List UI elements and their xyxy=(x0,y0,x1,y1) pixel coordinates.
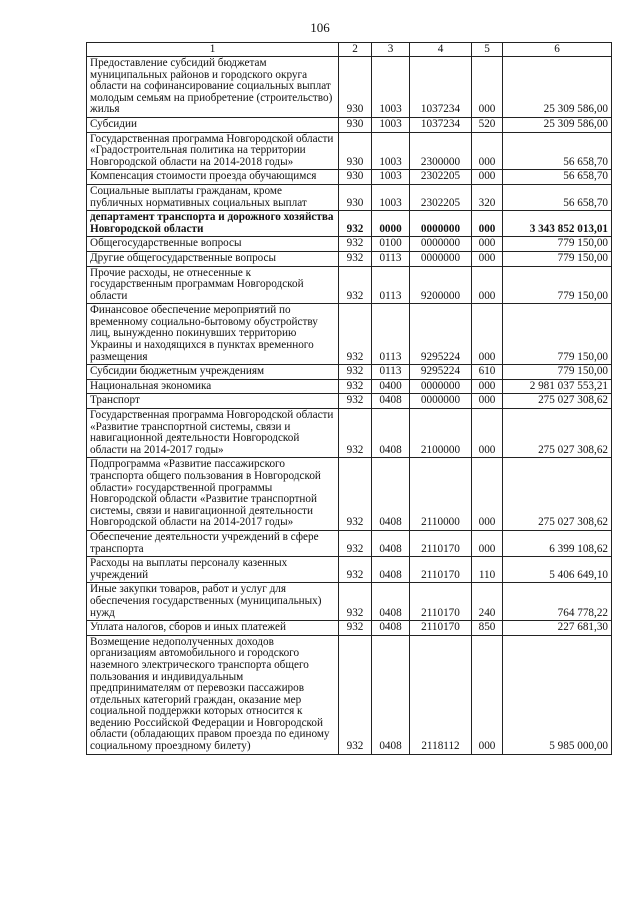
table-row xyxy=(87,237,612,252)
row-section-code-cell: 0113 xyxy=(372,304,410,365)
row-name-cell: Прочие расходы, не отнесенные к государственным программам Новгородской области xyxy=(87,266,339,304)
row-admin-code-cell: 932 xyxy=(339,458,372,531)
row-expense-type-cell: 000 xyxy=(472,57,503,118)
row-expense-type-cell: 000 xyxy=(472,458,503,531)
row-admin-code-cell: 932 xyxy=(339,621,372,636)
row-admin-code-cell: 932 xyxy=(339,394,372,409)
row-admin-code-cell: 932 xyxy=(339,266,372,304)
row-name-cell: Расходы на выплаты персоналу казенных учреждений xyxy=(87,557,339,583)
header-col-4: 4 xyxy=(410,43,472,57)
row-target-code-cell: 2110000 xyxy=(410,458,472,531)
row-expense-type-cell: 000 xyxy=(472,211,503,237)
row-expense-type-cell: 000 xyxy=(472,394,503,409)
row-admin-code-cell: 932 xyxy=(339,304,372,365)
row-target-code-cell: 2302205 xyxy=(410,170,472,185)
row-section-code-cell: 0408 xyxy=(372,621,410,636)
table-row xyxy=(87,635,612,754)
row-target-code-cell: 0000000 xyxy=(410,394,472,409)
row-name-cell: Подпрограмма «Развитие пассажирского транспорта общего пользования в Новгородской области» государственной программы Новгородской области «Развитие транспортной системы, связи и навигационной деятельности Новгородской области на 2014-2017 годы» xyxy=(87,458,339,531)
row-expense-type-cell: 000 xyxy=(472,170,503,185)
row-expense-type-cell: 000 xyxy=(472,266,503,304)
row-section-code-cell: 1003 xyxy=(372,184,410,210)
table-row xyxy=(87,184,612,210)
table-row xyxy=(87,132,612,170)
row-admin-code-cell: 932 xyxy=(339,583,372,621)
row-section-code-cell: 0408 xyxy=(372,458,410,531)
row-amount-cell: 56 658,70 xyxy=(503,132,612,170)
row-expense-type-cell: 000 xyxy=(472,379,503,394)
row-amount-cell: 56 658,70 xyxy=(503,184,612,210)
row-target-code-cell: 2110170 xyxy=(410,530,472,556)
row-section-code-cell: 0113 xyxy=(372,251,410,266)
header-col-2: 2 xyxy=(339,43,372,57)
row-name-cell: Общегосударственные вопросы xyxy=(87,237,339,252)
row-admin-code-cell: 932 xyxy=(339,409,372,458)
row-name-cell: Субсидии бюджетным учреждениям xyxy=(87,365,339,380)
table-row xyxy=(87,409,612,458)
row-expense-type-cell: 000 xyxy=(472,251,503,266)
row-admin-code-cell: 930 xyxy=(339,170,372,185)
row-target-code-cell: 2110170 xyxy=(410,583,472,621)
row-admin-code-cell: 930 xyxy=(339,132,372,170)
table-row xyxy=(87,458,612,531)
table-row xyxy=(87,117,612,132)
row-name-cell: департамент транспорта и дорожного хозяйства Новгородской области xyxy=(87,211,339,237)
table-row xyxy=(87,583,612,621)
table-row xyxy=(87,304,612,365)
table-row xyxy=(87,170,612,185)
row-expense-type-cell: 240 xyxy=(472,583,503,621)
row-admin-code-cell: 932 xyxy=(339,251,372,266)
row-expense-type-cell: 000 xyxy=(472,304,503,365)
table-row xyxy=(87,394,612,409)
row-section-code-cell: 1003 xyxy=(372,132,410,170)
row-name-cell: Предоставление субсидий бюджетам муниципальных районов и городского округа области на софинансирование социальных выплат молодым семьям на приобретение (строительство) жилья xyxy=(87,57,339,118)
budget-table xyxy=(86,42,612,755)
row-expense-type-cell: 110 xyxy=(472,557,503,583)
header-col-5: 5 xyxy=(472,43,503,57)
row-target-code-cell: 2302205 xyxy=(410,184,472,210)
row-target-code-cell: 9295224 xyxy=(410,365,472,380)
row-admin-code-cell: 932 xyxy=(339,237,372,252)
row-name-cell: Финансовое обеспечение мероприятий по временному социально-бытовому обустройству лиц, вынужденно покинувших территорию Украины и находящихся в пунктах временного размещения xyxy=(87,304,339,365)
row-admin-code-cell: 930 xyxy=(339,117,372,132)
row-amount-cell: 227 681,30 xyxy=(503,621,612,636)
row-target-code-cell: 1037234 xyxy=(410,117,472,132)
page-number: 106 xyxy=(310,20,330,35)
row-name-cell: Компенсация стоимости проезда обучающимся xyxy=(87,170,339,185)
row-section-code-cell: 0408 xyxy=(372,530,410,556)
row-amount-cell: 779 150,00 xyxy=(503,365,612,380)
table-row xyxy=(87,379,612,394)
row-target-code-cell: 9200000 xyxy=(410,266,472,304)
header-col-1: 1 xyxy=(87,43,339,57)
row-amount-cell: 764 778,22 xyxy=(503,583,612,621)
row-expense-type-cell: 000 xyxy=(472,237,503,252)
table-header-row xyxy=(87,43,612,57)
row-target-code-cell: 0000000 xyxy=(410,379,472,394)
row-target-code-cell: 9295224 xyxy=(410,304,472,365)
row-section-code-cell: 0113 xyxy=(372,266,410,304)
row-section-code-cell: 0408 xyxy=(372,635,410,754)
row-expense-type-cell: 000 xyxy=(472,635,503,754)
header-col-3: 3 xyxy=(372,43,410,57)
row-expense-type-cell: 610 xyxy=(472,365,503,380)
row-target-code-cell: 0000000 xyxy=(410,211,472,237)
row-amount-cell: 3 343 852 013,01 xyxy=(503,211,612,237)
table-row xyxy=(87,211,612,237)
row-amount-cell: 25 309 586,00 xyxy=(503,117,612,132)
table-row xyxy=(87,266,612,304)
row-section-code-cell: 0408 xyxy=(372,394,410,409)
row-admin-code-cell: 932 xyxy=(339,211,372,237)
row-amount-cell: 779 150,00 xyxy=(503,251,612,266)
row-section-code-cell: 1003 xyxy=(372,170,410,185)
row-amount-cell: 2 981 037 553,21 xyxy=(503,379,612,394)
row-target-code-cell: 2300000 xyxy=(410,132,472,170)
row-admin-code-cell: 930 xyxy=(339,184,372,210)
row-expense-type-cell: 850 xyxy=(472,621,503,636)
table-row xyxy=(87,251,612,266)
table-row xyxy=(87,530,612,556)
row-amount-cell: 275 027 308,62 xyxy=(503,458,612,531)
row-name-cell: Другие общегосударственные вопросы xyxy=(87,251,339,266)
row-section-code-cell: 0408 xyxy=(372,409,410,458)
row-section-code-cell: 0113 xyxy=(372,365,410,380)
row-amount-cell: 275 027 308,62 xyxy=(503,409,612,458)
row-name-cell: Уплата налогов, сборов и иных платежей xyxy=(87,621,339,636)
row-expense-type-cell: 520 xyxy=(472,117,503,132)
row-expense-type-cell: 320 xyxy=(472,184,503,210)
row-admin-code-cell: 932 xyxy=(339,530,372,556)
row-amount-cell: 6 399 108,62 xyxy=(503,530,612,556)
header-col-6: 6 xyxy=(503,43,612,57)
row-section-code-cell: 0100 xyxy=(372,237,410,252)
row-section-code-cell: 0408 xyxy=(372,557,410,583)
row-amount-cell: 779 150,00 xyxy=(503,266,612,304)
row-name-cell: Транспорт xyxy=(87,394,339,409)
row-admin-code-cell: 932 xyxy=(339,635,372,754)
row-target-code-cell: 0000000 xyxy=(410,251,472,266)
row-name-cell: Иные закупки товаров, работ и услуг для обеспечения государственных (муниципальных) нужд xyxy=(87,583,339,621)
row-name-cell: Возмещение недополученных доходов организациям автомобильного и городского наземного электрического транспорта общего пользования и индивидуальным предпринимателям от перевозки пассажиров отдельных категорий граждан, оказание мер социальной поддержки которых относится к ведению Российской Федерации и Новгородской области (обладающих правом проезда по единому социальному проездному билету) xyxy=(87,635,339,754)
table-row xyxy=(87,621,612,636)
table-row xyxy=(87,557,612,583)
table-row xyxy=(87,365,612,380)
row-target-code-cell: 0000000 xyxy=(410,237,472,252)
row-amount-cell: 56 658,70 xyxy=(503,170,612,185)
row-expense-type-cell: 000 xyxy=(472,530,503,556)
row-name-cell: Государственная программа Новгородской области «Градостроительная политика на территории Новгородской области на 2014-2018 годы» xyxy=(87,132,339,170)
row-amount-cell: 779 150,00 xyxy=(503,304,612,365)
row-amount-cell: 5 406 649,10 xyxy=(503,557,612,583)
row-section-code-cell: 0400 xyxy=(372,379,410,394)
row-name-cell: Социальные выплаты гражданам, кроме публичных нормативных социальных выплат xyxy=(87,184,339,210)
row-section-code-cell: 0000 xyxy=(372,211,410,237)
row-name-cell: Национальная экономика xyxy=(87,379,339,394)
row-target-code-cell: 2110170 xyxy=(410,557,472,583)
row-amount-cell: 25 309 586,00 xyxy=(503,57,612,118)
row-name-cell: Обеспечение деятельности учреждений в сфере транспорта xyxy=(87,530,339,556)
row-target-code-cell: 2100000 xyxy=(410,409,472,458)
row-amount-cell: 275 027 308,62 xyxy=(503,394,612,409)
row-section-code-cell: 0408 xyxy=(372,583,410,621)
table-row xyxy=(87,57,612,118)
row-name-cell: Субсидии xyxy=(87,117,339,132)
row-target-code-cell: 2110170 xyxy=(410,621,472,636)
row-target-code-cell: 1037234 xyxy=(410,57,472,118)
row-amount-cell: 5 985 000,00 xyxy=(503,635,612,754)
row-expense-type-cell: 000 xyxy=(472,132,503,170)
row-section-code-cell: 1003 xyxy=(372,57,410,118)
row-admin-code-cell: 932 xyxy=(339,379,372,394)
row-amount-cell: 779 150,00 xyxy=(503,237,612,252)
row-admin-code-cell: 932 xyxy=(339,365,372,380)
row-expense-type-cell: 000 xyxy=(472,409,503,458)
row-admin-code-cell: 932 xyxy=(339,557,372,583)
row-name-cell: Государственная программа Новгородской области «Развитие транспортной системы, связи и навигационной деятельности Новгородской области на 2014-2017 годы» xyxy=(87,409,339,458)
row-target-code-cell: 2118112 xyxy=(410,635,472,754)
row-admin-code-cell: 930 xyxy=(339,57,372,118)
row-section-code-cell: 1003 xyxy=(372,117,410,132)
